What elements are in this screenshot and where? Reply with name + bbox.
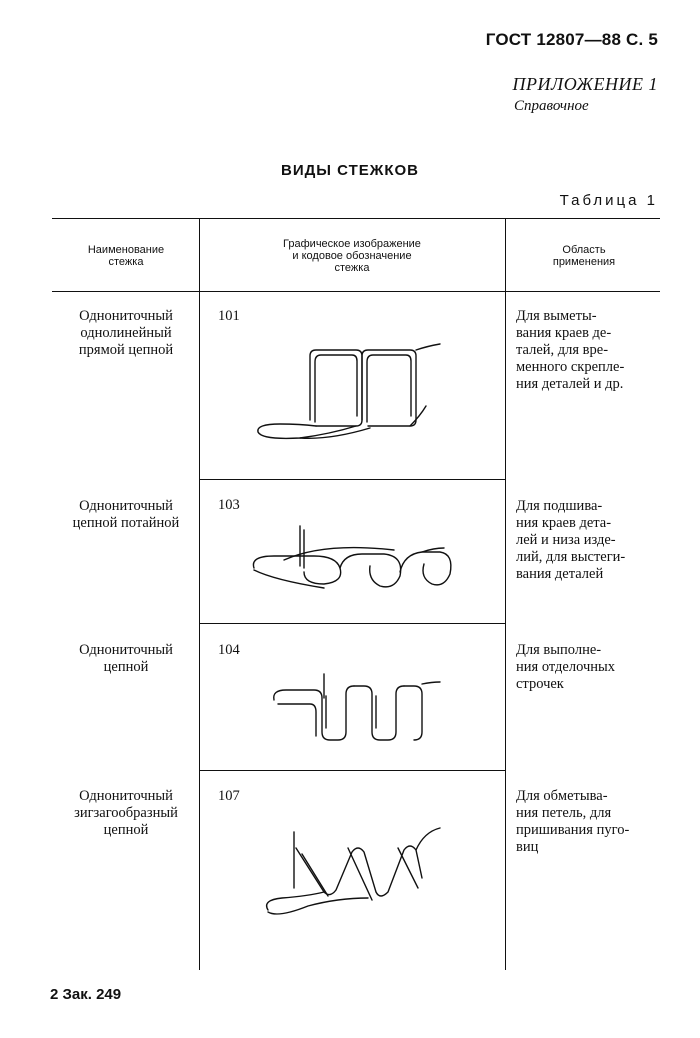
row-divider — [199, 623, 505, 624]
row-104-code: 104 — [218, 642, 240, 658]
row-103-application: Для подшива- ния краев дета- лей и низа изде- лий, для выстеги- вания деталей — [516, 498, 626, 582]
row-divider — [199, 770, 505, 771]
stitch-101-diagram-icon — [240, 336, 460, 446]
document-title: ВИДЫ СТЕЖКОВ — [281, 162, 419, 179]
row-divider — [199, 479, 505, 480]
stitch-107-diagram-icon — [248, 818, 448, 928]
row-101-code: 101 — [218, 308, 240, 324]
row-104-name: Однониточный цепной — [79, 642, 173, 675]
column-header-image: Графическое изображение и кодовое обозначение стежка — [283, 238, 421, 274]
page-footer: 2 Зак. 249 — [50, 986, 122, 1003]
row-101-name: Однониточный однолинейный прямой цепной — [78, 308, 174, 358]
row-103-code: 103 — [218, 497, 240, 513]
table-label: Таблица 1 — [559, 192, 658, 209]
stitch-103-diagram-icon — [244, 520, 464, 610]
row-104-application: Для выполне- ния отделочных строчек — [516, 642, 615, 692]
table-top-rule — [52, 218, 660, 219]
row-101-application: Для выметы- вания краев де- талей, для вре- менного скрепле- ния деталей и др. — [516, 308, 625, 392]
reference-note: Справочное — [514, 98, 589, 114]
standard-number: ГОСТ 12807—88 С. 5 — [485, 30, 658, 49]
row-107-code: 107 — [218, 788, 240, 804]
column-header-name: Наименование стежка — [87, 244, 165, 268]
stitch-104-diagram-icon — [264, 668, 454, 748]
appendix-label: ПРИЛОЖЕНИЕ 1 — [512, 74, 658, 94]
row-107-name: Однониточный зигзагообразный цепной — [74, 788, 178, 838]
row-107-application: Для обметыва- ния петель, для пришивания пуго- виц — [516, 788, 630, 855]
row-103-name: Однониточный цепной потайной — [72, 498, 180, 531]
column-divider-right — [505, 218, 506, 970]
table-header-rule — [52, 291, 660, 292]
column-header-application: Область применения — [552, 244, 616, 268]
